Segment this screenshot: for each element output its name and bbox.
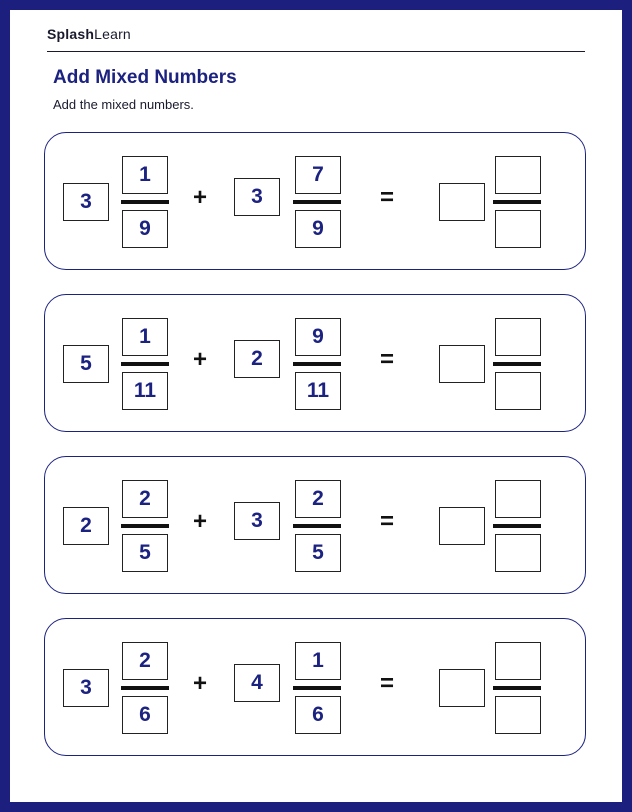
addend-a-numerator: 2 [122, 642, 168, 680]
addend-a-whole: 3 [63, 183, 109, 221]
problem-card-2 [44, 294, 586, 432]
fraction-bar [493, 524, 541, 528]
addend-b-denominator: 11 [295, 372, 341, 410]
fraction-bar [121, 686, 169, 690]
brand-logo [47, 26, 131, 42]
answer-numerator-box[interactable] [495, 318, 541, 356]
addend-b-whole: 3 [234, 502, 280, 540]
addend-b-whole: 3 [234, 178, 280, 216]
worksheet-title: Add Mixed Numbers [53, 67, 237, 88]
addend-a-denominator: 6 [122, 696, 168, 734]
equals-sign: = [379, 184, 394, 211]
addend-a-numerator: 1 [122, 156, 168, 194]
answer-whole-box[interactable] [439, 183, 485, 221]
answer-numerator-box[interactable] [495, 480, 541, 518]
answer-numerator-box[interactable] [495, 156, 541, 194]
addend-a-denominator: 11 [122, 372, 168, 410]
problem-card-4 [44, 618, 586, 756]
addend-b-numerator: 2 [295, 480, 341, 518]
addend-b-numerator: 1 [295, 642, 341, 680]
problem-card-1 [44, 132, 586, 270]
answer-whole-box[interactable] [439, 507, 485, 545]
brand-logo-bold: Splash [47, 26, 95, 42]
fraction-bar [121, 200, 169, 204]
addend-a-whole: 5 [63, 345, 109, 383]
plus-sign: + [192, 670, 207, 697]
fraction-bar [293, 524, 341, 528]
brand-logo-light: Learn [94, 26, 131, 42]
equals-sign: = [379, 670, 394, 697]
addend-b-numerator: 9 [295, 318, 341, 356]
addend-b-whole: 4 [234, 664, 280, 702]
answer-numerator-box[interactable] [495, 642, 541, 680]
addend-b-whole: 2 [234, 340, 280, 378]
addend-a-denominator: 9 [122, 210, 168, 248]
addend-b-denominator: 9 [295, 210, 341, 248]
addend-a-whole: 3 [63, 669, 109, 707]
fraction-bar [493, 686, 541, 690]
plus-sign: + [192, 184, 207, 211]
addend-a-whole: 2 [63, 507, 109, 545]
addend-b-denominator: 5 [295, 534, 341, 572]
answer-denominator-box[interactable] [495, 210, 541, 248]
fraction-bar [493, 362, 541, 366]
fraction-bar [293, 686, 341, 690]
addend-b-denominator: 6 [295, 696, 341, 734]
answer-denominator-box[interactable] [495, 534, 541, 572]
plus-sign: + [192, 346, 207, 373]
answer-whole-box[interactable] [439, 669, 485, 707]
plus-sign: + [192, 508, 207, 535]
addend-a-numerator: 2 [122, 480, 168, 518]
answer-whole-box[interactable] [439, 345, 485, 383]
worksheet-page [10, 10, 622, 802]
addend-b-numerator: 7 [295, 156, 341, 194]
fraction-bar [293, 200, 341, 204]
addend-a-numerator: 1 [122, 318, 168, 356]
worksheet-instructions: Add the mixed numbers. [53, 97, 194, 112]
fraction-bar [121, 362, 169, 366]
answer-denominator-box[interactable] [495, 696, 541, 734]
equals-sign: = [379, 346, 394, 373]
fraction-bar [493, 200, 541, 204]
problem-card-3 [44, 456, 586, 594]
fraction-bar [293, 362, 341, 366]
equals-sign: = [379, 508, 394, 535]
fraction-bar [121, 524, 169, 528]
header-divider [47, 51, 585, 52]
addend-a-denominator: 5 [122, 534, 168, 572]
answer-denominator-box[interactable] [495, 372, 541, 410]
